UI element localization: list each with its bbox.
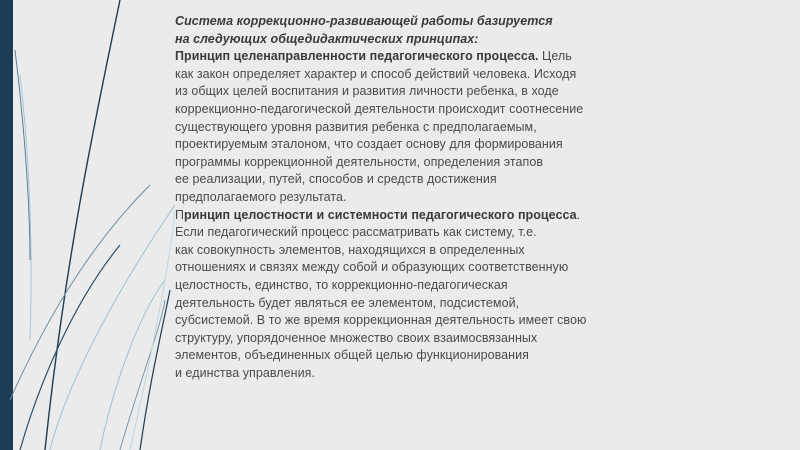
principle-2-line: субсистемой. В то же время коррекционная деятельность имеет свою — [175, 313, 587, 328]
principle-1-line: коррекционно-педагогической деятельности происходит соотнесение — [175, 101, 584, 116]
slide-text — [175, 13, 675, 382]
heading-line: Система коррекционно-развивающей работы базируется — [175, 14, 553, 28]
principle-1-line: как закон определяет характер и способ действий человека. Исходя — [175, 66, 577, 81]
principle-1-line: существующего уровня развития ребенка с предполагаемым, — [175, 119, 537, 134]
principle-1-title: Принцип целенаправленности педагогического процесса. — [175, 49, 539, 64]
principle-2-line: структуру, упорядоченное множество своих взаимосвязанных — [175, 330, 538, 345]
heading-line: на следующих общедидактических принципах: — [175, 31, 479, 46]
principle-1-line: предполагаемого результата. — [175, 189, 347, 204]
principle-2-title: ринцип целостности и системности педагогического процесса — [184, 207, 577, 222]
principle-2-line: и единства управления. — [175, 365, 315, 380]
principle-1-line: из общих целей воспитания и развития личности ребенка, в ходе — [175, 84, 559, 99]
principle-2-suffix: . — [576, 207, 581, 222]
principle-2-first-line — [175, 207, 675, 225]
principle-1-line: ее реализации, путей, способов и средств достижения — [175, 172, 497, 187]
principle-2-line: деятельность будет являться ее элементом, подсистемой, — [175, 295, 520, 310]
principle-2-line: как совокупность элементов, находящихся в определенных — [175, 242, 525, 257]
principle-2-line: элементов, объединенных общей целью функционирования — [175, 348, 529, 363]
principle-2-line: Если педагогический процесс рассматривать как систему, т.е. — [175, 225, 537, 240]
principle-2-prefix: П — [175, 207, 185, 222]
principle-2-line: отношениях и связях между собой и образующих соответственную — [175, 260, 569, 275]
principle-1-line: программы коррекционной деятельности, определения этапов — [175, 154, 544, 169]
principle-1-first-line — [175, 48, 675, 66]
principle-2-line: целостность, единство, то коррекционно-педагогическая — [175, 277, 508, 292]
principle-1-line: проектируемым эталоном, что создает основу для формирования — [175, 137, 563, 152]
principle-1-lead: Цель — [538, 49, 572, 64]
